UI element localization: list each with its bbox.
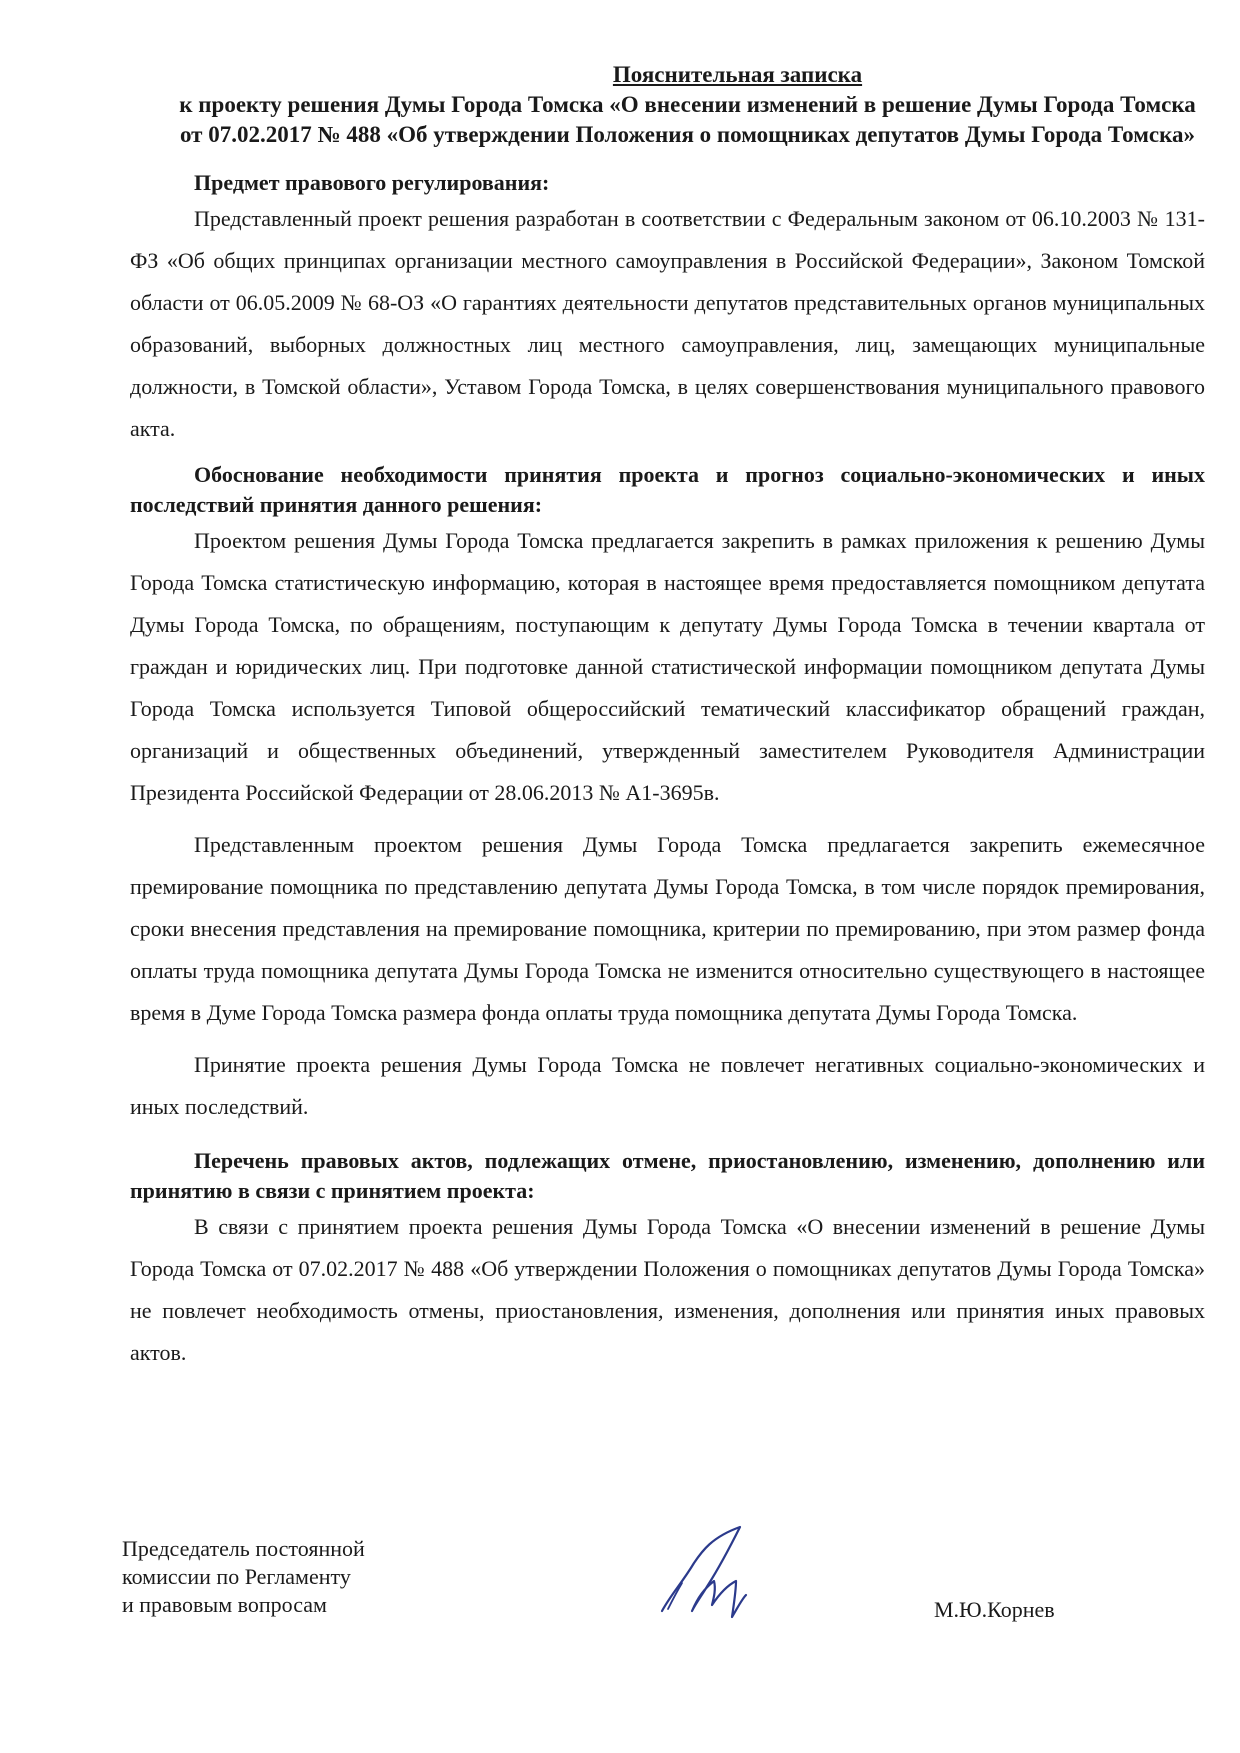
signatory-position [122, 1535, 365, 1619]
section-heading-subject: Предмет правового регулирования: [194, 170, 550, 195]
paragraph-subject: Представленный проект решения разработан в соответствии с Федеральным законом от 06.10.2003 № 131-ФЗ «Об общих принципах организации местного самоуправления в Российской Федерации», Законом Томской области от 06.05.2009 № 68-ОЗ «О гарантиях деятельности депутатов представительных органов муниципальных образований, выборных должностных лиц местного самоуправления, лиц, замещающих муниципальные должности, в Томской области», Уставом Города Томска, в целях совершенствования муниципального правового акта. [130, 206, 1205, 441]
paragraph-justification-1: Проектом решения Думы Города Томска предлагается закрепить в рамках приложения к решению Думы Города Томска статистическую информацию, которая в настоящее время предоставляется помощником депутата Думы Города Томска, по обращениям, поступающим к депутату Думы Города Томска в течении квартала от граждан и юридических лиц. При подготовке данной статистической информации помощником депутата Думы Города Томска используется Типовой общероссийский тематический классификатор обращений граждан, организаций и общественных объединений, утвержденный заместителем Руководителя Администрации Президента Российской Федерации от 28.06.2013 № А1-3695в. [130, 528, 1205, 805]
signatory-name: М.Ю.Корнев [934, 1597, 1055, 1622]
signatory-position-line-1: Председатель постоянной [122, 1536, 365, 1561]
signatory-position-line-2: комиссии по Регламенту [122, 1564, 351, 1589]
title-line-2: к проекту решения Думы Города Томска «О внесении изменений в решение Думы Города Томска от 07.02.2017 № 488 «Об утверждении Положения о помощниках депутатов Думы Города Томска» [179, 92, 1196, 147]
title-line-1: Пояснительная записка [612, 62, 863, 87]
section-heading-justification: Обоснование необходимости принятия проекта и прогноз социально-экономических и иных последствий принятия данного решения: [130, 462, 1205, 517]
paragraph-justification-2: Представленным проектом решения Думы Города Томска предлагается закрепить ежемесячное премирование помощника по представлению депутата Думы Города Томска, в том числе порядок премирования, сроки внесения представления на премирование помощника, критерии по премированию, при этом размер фонда оплаты труда помощника депутата Думы Города Томска не изменится относительно существующего в настоящее время в Думе Города Томска размера фонда оплаты труда помощника депутата Думы Города Томска. [130, 832, 1205, 1025]
paragraph-acts-list: В связи с принятием проекта решения Думы Города Томска «О внесении изменений в решение Думы Города Томска от 07.02.2017 № 488 «Об утверждении Положения о помощниках депутатов Думы Города Томска» не повлечет необходимость отмены, приостановления, изменения, дополнения или принятия иных правовых актов. [130, 1214, 1205, 1365]
document-page [130, 60, 1205, 1374]
section-heading-acts-list: Перечень правовых актов, подлежащих отмене, приостановлению, изменению, дополнению или принятию в связи с принятием проекта: [130, 1148, 1205, 1203]
paragraph-justification-3: Принятие проекта решения Думы Города Томска не повлечет негативных социально-экономических и иных последствий. [130, 1052, 1205, 1119]
signature-block [122, 1535, 1122, 1655]
document-title [130, 60, 1205, 150]
handwritten-signature [642, 1523, 792, 1633]
signatory-position-line-3: и правовым вопросам [122, 1592, 327, 1617]
